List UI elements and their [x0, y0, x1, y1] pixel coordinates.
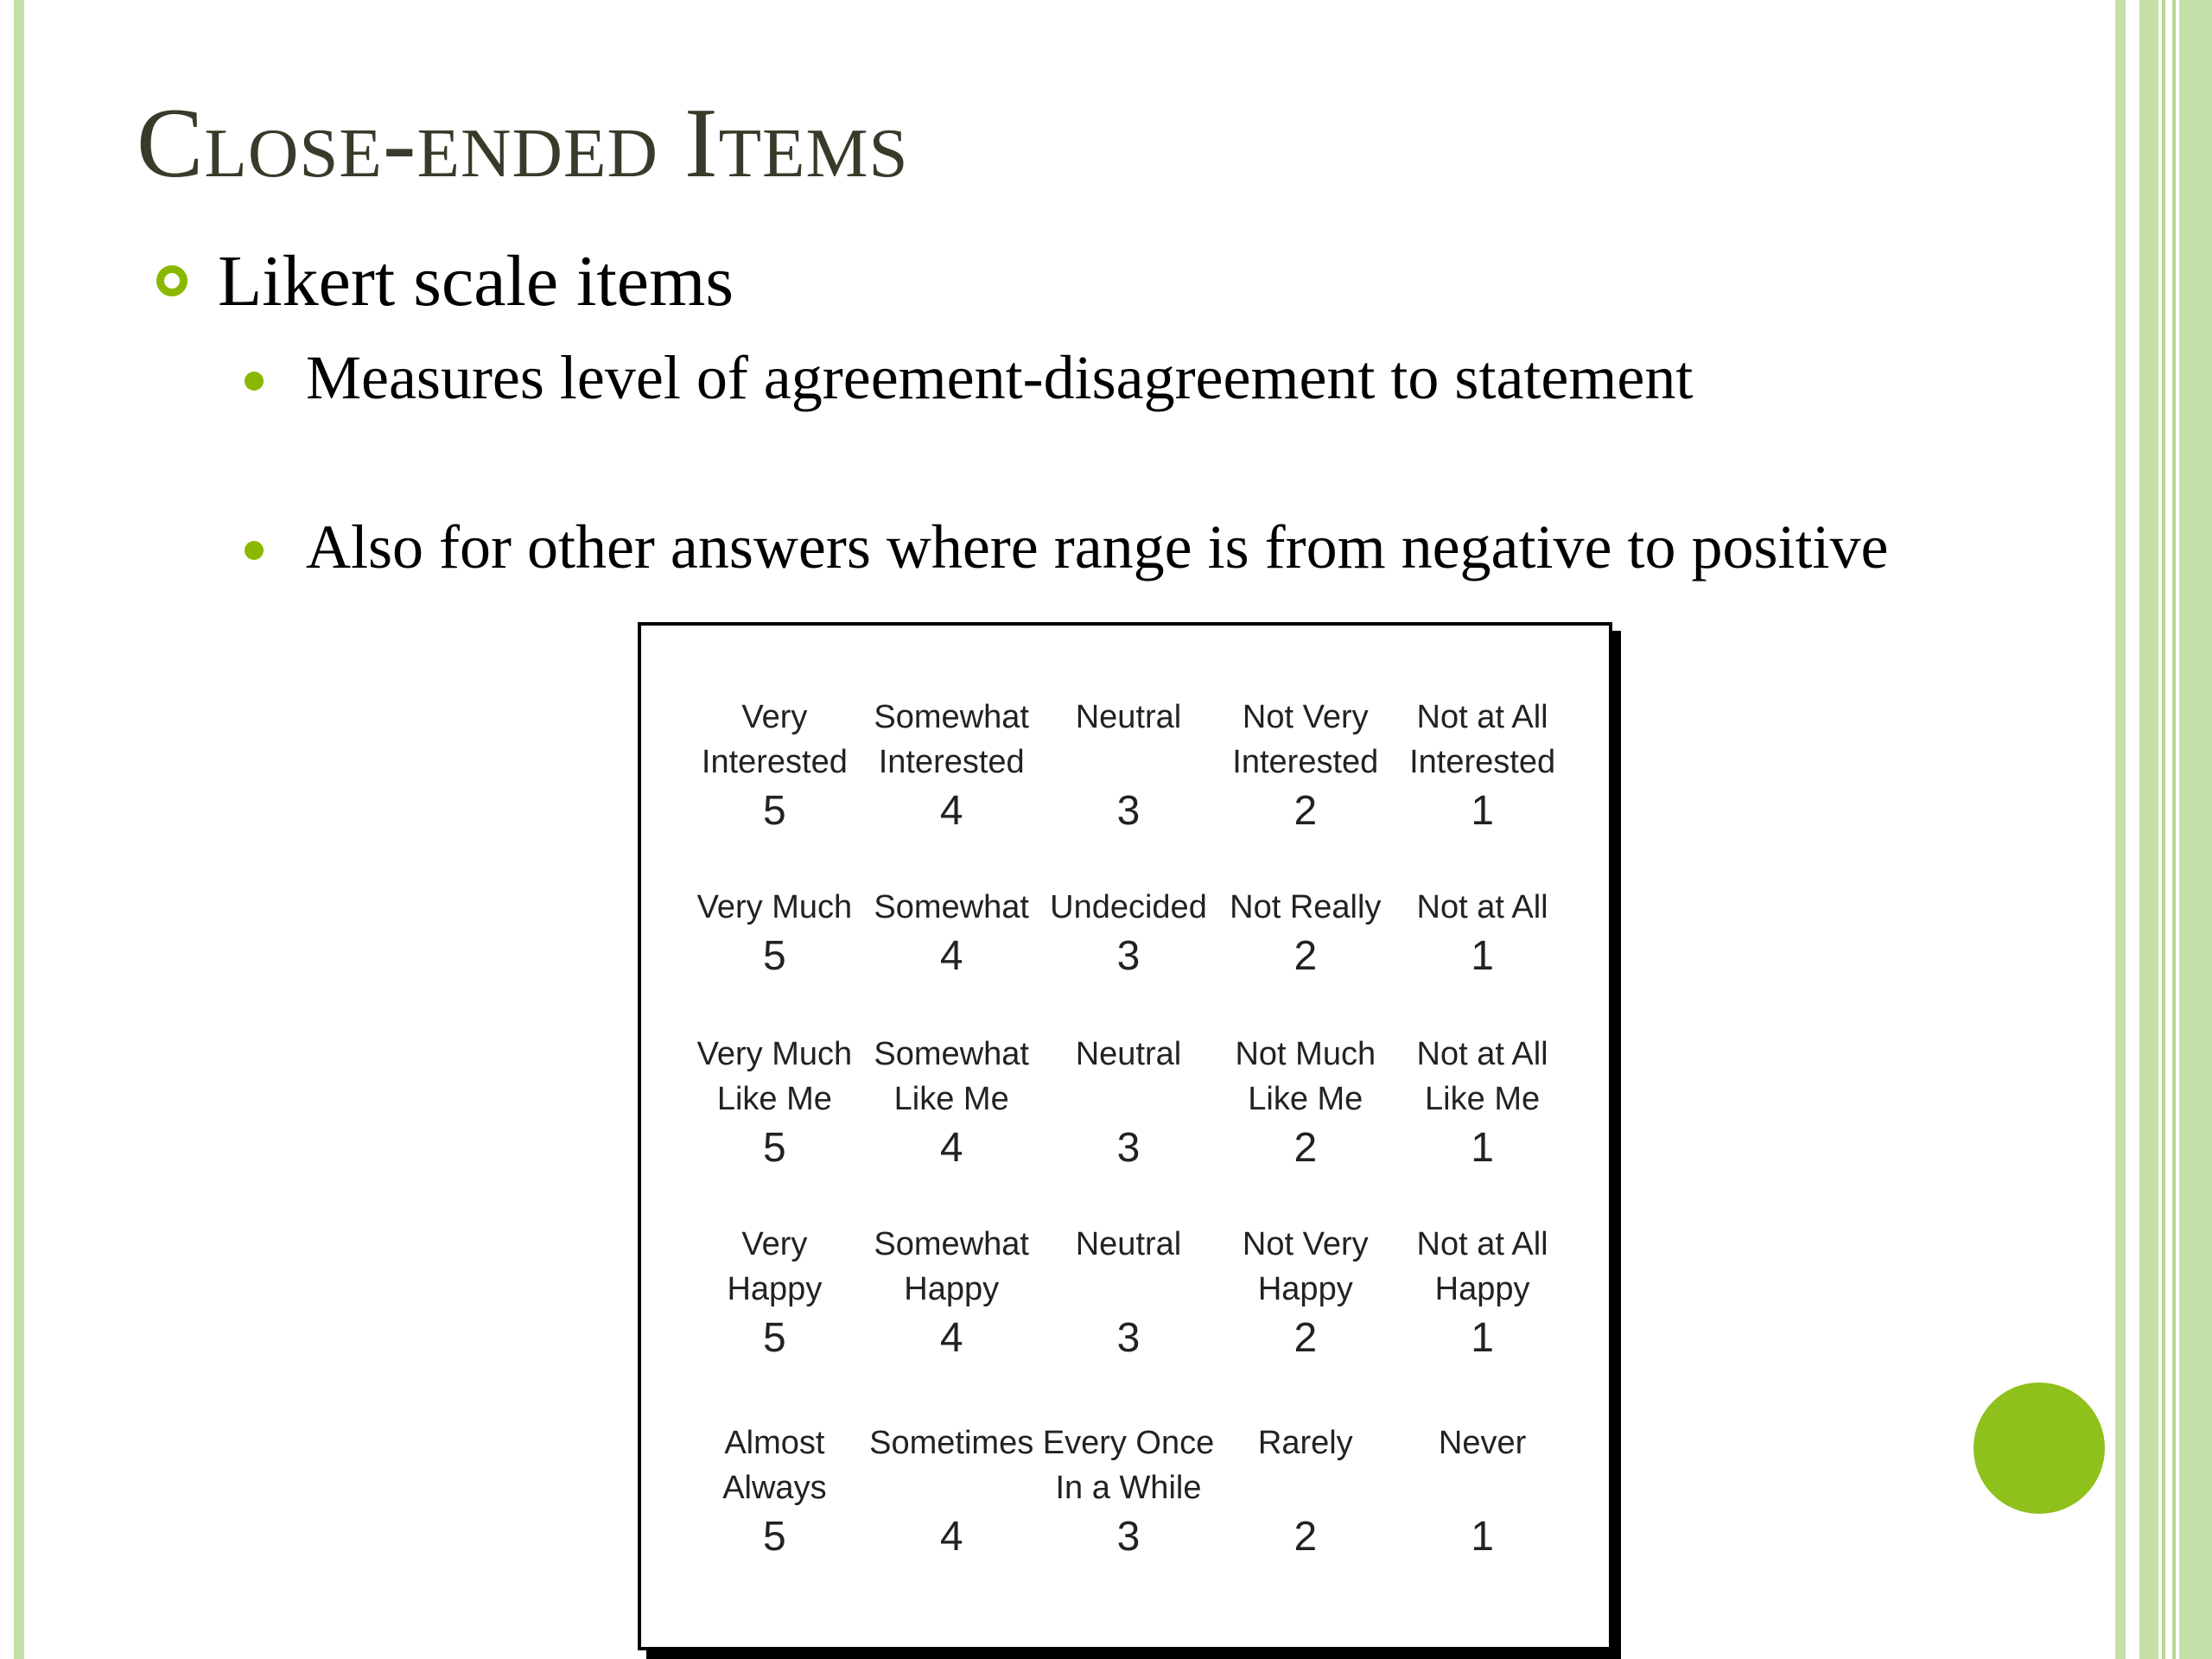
slide-title: Close-ended Items [137, 88, 909, 199]
likert-value: 2 [1294, 1514, 1318, 1560]
likert-value: 2 [1294, 933, 1318, 979]
right-border-line-2 [2172, 0, 2176, 1659]
likert-label: Sometimes [869, 1425, 1034, 1461]
right-border-line-1 [2162, 0, 2165, 1659]
likert-cell [1217, 1421, 1394, 1619]
likert-cell [686, 695, 863, 885]
likert-value: 2 [1294, 1315, 1318, 1361]
likert-value: 5 [763, 1125, 786, 1171]
likert-value: 5 [763, 1514, 786, 1560]
likert-cell [863, 1421, 1040, 1619]
likert-label: Not at All [1416, 889, 1548, 925]
bullet-ring-icon [156, 265, 188, 296]
likert-value: 4 [939, 1514, 963, 1560]
likert-value: 1 [1471, 1125, 1494, 1171]
decorative-green-circle [1974, 1382, 2105, 1514]
likert-cell [1394, 1421, 1571, 1619]
likert-cell [1040, 885, 1217, 1032]
likert-cell [686, 885, 863, 1032]
likert-cell [1040, 1032, 1217, 1222]
likert-value: 4 [939, 933, 963, 979]
right-border-stripe-1 [2115, 0, 2126, 1659]
sub-bullet-dot-icon [245, 541, 264, 560]
likert-value: 5 [763, 933, 786, 979]
likert-cell [1394, 1222, 1571, 1421]
likert-value: 4 [939, 788, 963, 834]
likert-value: 3 [1116, 788, 1141, 834]
likert-cell [686, 1421, 863, 1619]
likert-cell [1040, 695, 1217, 885]
likert-value: 3 [1116, 933, 1141, 979]
likert-value: 1 [1471, 933, 1494, 979]
likert-value: 1 [1471, 788, 1494, 834]
likert-label: Very Interested [701, 699, 848, 780]
likert-value: 5 [763, 1315, 786, 1361]
likert-cell [1040, 1222, 1217, 1421]
likert-label: Not at All Interested [1409, 699, 1556, 780]
likert-value: 2 [1294, 1125, 1318, 1171]
likert-value: 1 [1471, 1514, 1494, 1560]
likert-label: Neutral [1075, 699, 1182, 735]
sub-bullet-range: Also for other answers where range is from negative to positive [306, 512, 1889, 582]
likert-label: Not Very Interested [1232, 699, 1379, 780]
likert-cell [1040, 1421, 1217, 1619]
likert-label: Somewhat Interested [874, 699, 1029, 780]
likert-label: Neutral [1075, 1036, 1182, 1072]
likert-cell [1394, 695, 1571, 885]
likert-cell [1394, 1032, 1571, 1222]
left-border-stripe [14, 0, 24, 1659]
likert-label: Undecided [1050, 889, 1207, 925]
likert-label: Somewhat Happy [874, 1226, 1029, 1307]
likert-cell [1217, 695, 1394, 885]
likert-label: Very Much [696, 889, 853, 925]
sub-bullet-agreement: Measures level of agreement-disagreement to statement [306, 343, 1694, 412]
likert-label: Somewhat [874, 889, 1029, 925]
likert-value: 3 [1116, 1315, 1141, 1361]
likert-cell [1217, 885, 1394, 1032]
likert-label: Never [1438, 1425, 1527, 1461]
likert-cell [863, 885, 1040, 1032]
likert-label: Neutral [1075, 1226, 1182, 1262]
likert-scale-grid [686, 695, 1571, 1619]
likert-cell [1217, 1222, 1394, 1421]
likert-value: 4 [939, 1315, 963, 1361]
likert-cell [863, 1032, 1040, 1222]
likert-value: 3 [1116, 1125, 1141, 1171]
likert-label: Every Once In a While [1042, 1425, 1215, 1506]
likert-label: Not Really [1230, 889, 1382, 925]
right-border-stripe-3 [2179, 0, 2212, 1659]
likert-value: 5 [763, 788, 786, 834]
likert-label: Almost Always [722, 1425, 827, 1506]
likert-cell [1394, 885, 1571, 1032]
likert-value: 4 [939, 1125, 963, 1171]
likert-value: 2 [1294, 788, 1318, 834]
likert-label: Very Much Like Me [696, 1036, 853, 1117]
likert-cell [686, 1032, 863, 1222]
likert-label: Not at All Like Me [1416, 1036, 1548, 1117]
sub-bullet-dot-icon [245, 372, 264, 391]
likert-cell [863, 1222, 1040, 1421]
likert-label: Very Happy [727, 1226, 823, 1307]
likert-label: Not Very Happy [1242, 1226, 1369, 1307]
right-border-stripe-2 [2139, 0, 2158, 1659]
likert-cell [863, 695, 1040, 885]
likert-value: 1 [1471, 1315, 1494, 1361]
likert-label: Rarely [1257, 1425, 1353, 1461]
likert-label: Not Much Like Me [1235, 1036, 1376, 1117]
bullet-likert: Likert scale items [218, 241, 734, 321]
likert-label: Not at All Happy [1416, 1226, 1548, 1307]
likert-cell [1217, 1032, 1394, 1222]
likert-cell [686, 1222, 863, 1421]
likert-value: 3 [1116, 1514, 1141, 1560]
likert-scale-figure [638, 622, 1612, 1650]
likert-label: Somewhat Like Me [874, 1036, 1029, 1117]
